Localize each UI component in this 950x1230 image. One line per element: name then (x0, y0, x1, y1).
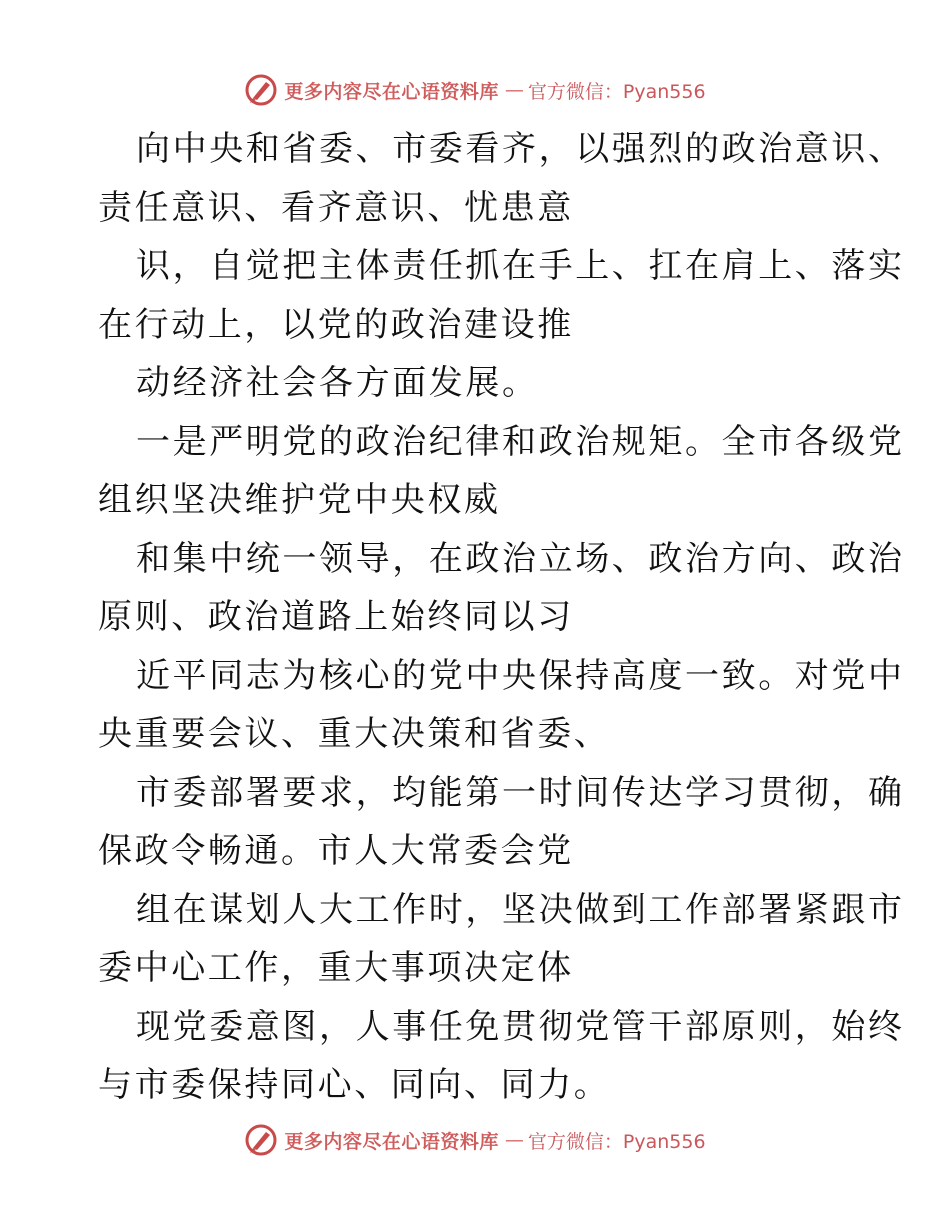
body-line: 责任意识、看齐意识、忧患意 (98, 187, 574, 228)
body-line: 在行动上，以党的政治建设推 (98, 304, 574, 345)
quill-pen-logo-icon (244, 1123, 278, 1157)
body-line: 现党委意图，人事任免贯彻党管干部原则，始终 (136, 1006, 905, 1047)
body-line: 保政令畅通。市人大常委会党 (98, 831, 574, 871)
quill-pen-logo-icon (244, 73, 278, 107)
body-line: 一是严明党的政治纪律和政治规矩。全市各级党 (136, 421, 905, 462)
banner-separator: — (504, 79, 522, 101)
body-line: 和集中统一领导，在政治立场、政治方向、政治 (136, 538, 905, 579)
banner-contact-text: 官方微信：Pyan556 (527, 1130, 706, 1153)
banner-brand-text: 更多内容尽在心语资料库 (284, 1130, 499, 1153)
header-watermark-banner (0, 70, 950, 110)
body-line: 市委部署要求，均能第一时间传达学习贯彻，确 (136, 772, 905, 813)
banner-separator: — (504, 1129, 522, 1151)
footer-watermark-banner (0, 1120, 950, 1160)
body-line: 与市委保持同心、同向、同力。 (98, 1065, 611, 1105)
body-line: 向中央和省委、市委看齐，以强烈的政治意识、 (136, 129, 905, 169)
banner-contact-text: 官方微信：Pyan556 (527, 80, 706, 103)
banner-brand-text: 更多内容尽在心语资料库 (284, 80, 499, 103)
body-line: 动经济社会各方面发展。 (136, 363, 539, 403)
document-body (98, 120, 905, 1115)
body-line: 识，自觉把主体责任抓在手上、扛在肩上、落实 (136, 246, 905, 286)
body-line: 组织坚决维护党中央权威 (98, 480, 501, 520)
body-line: 委中心工作，重大事项决定体 (98, 948, 574, 988)
body-line: 原则、政治道路上始终同以习 (98, 597, 574, 637)
body-line: 组在谋划人大工作时，坚决做到工作部署紧跟市 (136, 889, 905, 930)
body-line: 央重要会议、重大决策和省委、 (98, 714, 611, 754)
body-line: 近平同志为核心的党中央保持高度一致。对党中 (136, 655, 905, 696)
